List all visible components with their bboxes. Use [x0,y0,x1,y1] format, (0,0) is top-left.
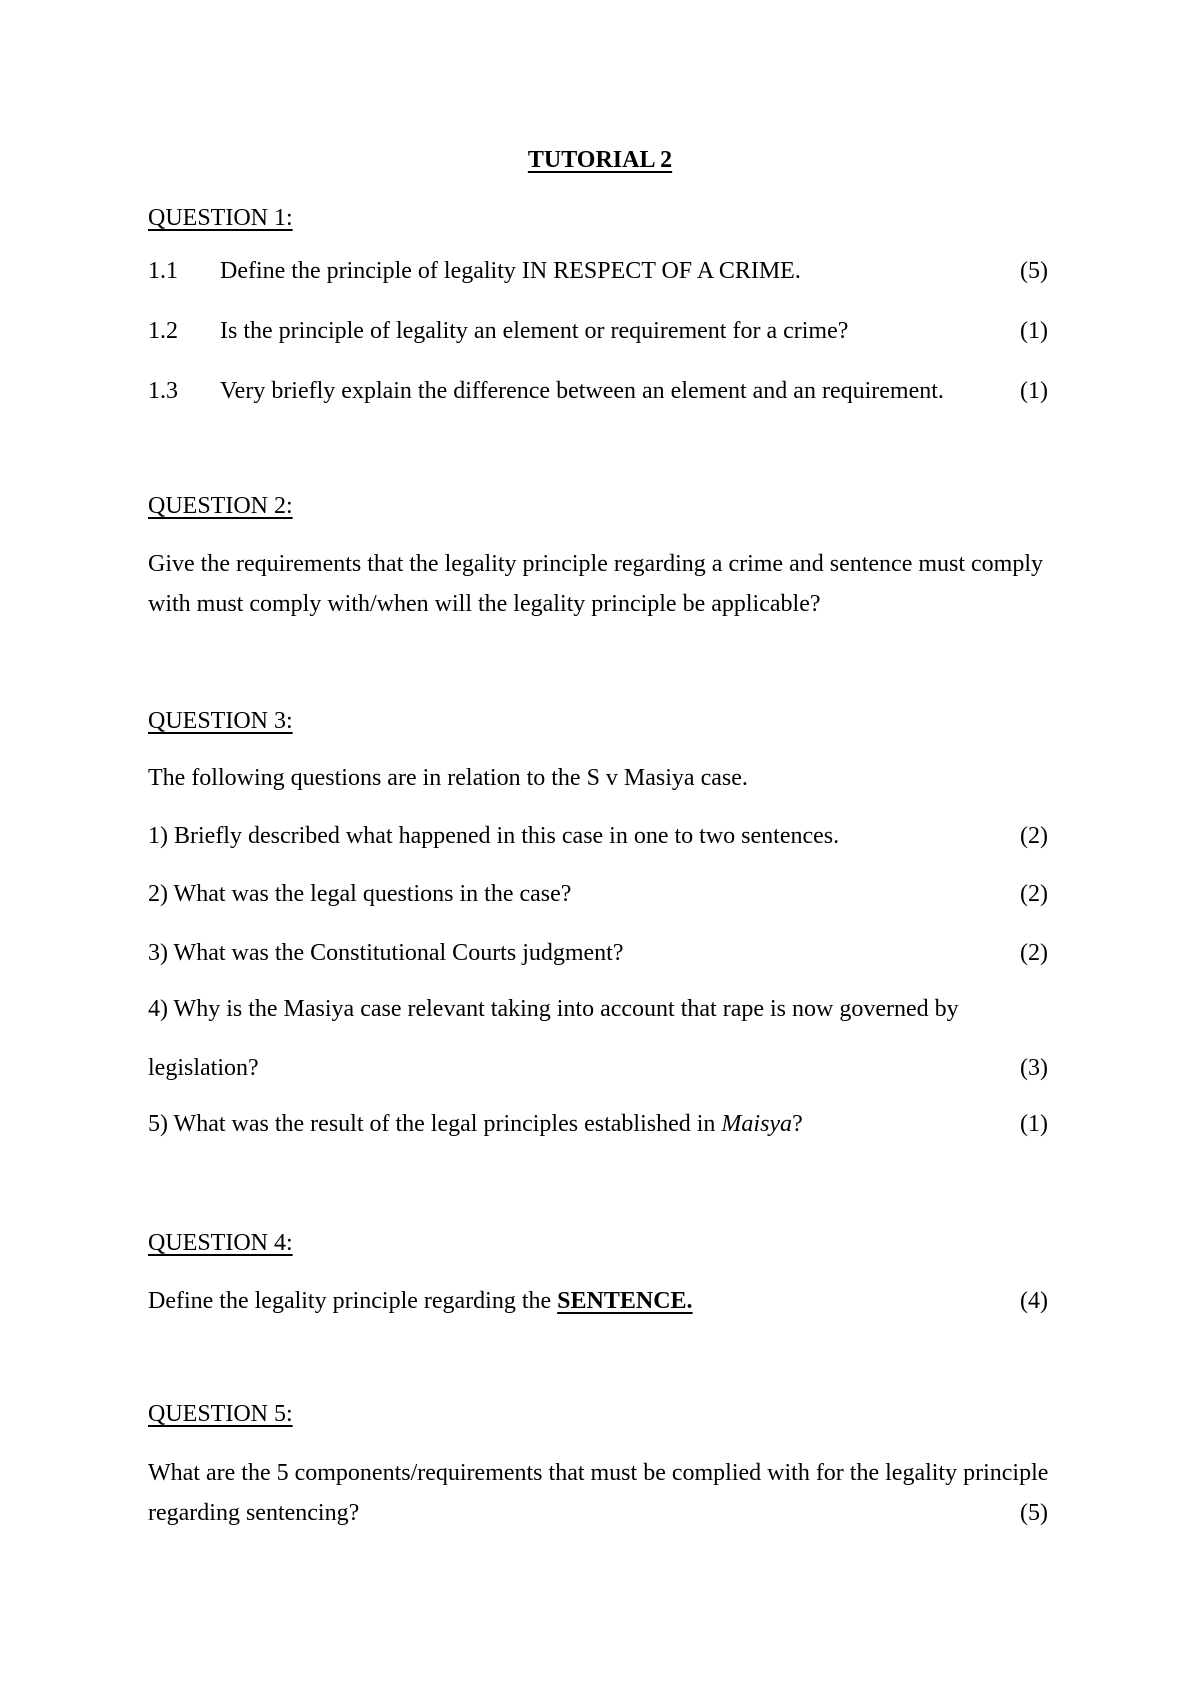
item-text: 3) What was the Constitutional Courts judgment? [148,940,624,966]
question-5-heading: QUESTION 5: [148,1401,293,1427]
item-text: 2) What was the legal questions in the case? [148,881,572,907]
question-3-heading: QUESTION 3: [148,708,293,734]
body-text: regarding sentencing? [148,1500,360,1526]
question-2-body-line-1: Give the requirements that the legality principle regarding a crime and sentence must comply [148,551,1044,577]
question-3-item-3 [148,933,1048,973]
question-3-item-1 [148,816,1048,856]
case-name-italic: Maisya [721,1111,793,1137]
marks-label: (4) [1020,1288,1048,1314]
item-number: 1.2 [148,318,178,344]
item-text-prefix: 5) What was the result of the legal principles established in [148,1111,722,1137]
question-3-item-2 [148,874,1048,914]
marks-label: (2) [1020,823,1048,849]
question-4-body [148,1281,1048,1321]
document-title [0,140,1200,180]
question-3-item-4-line-1: 4) Why is the Masiya case relevant taking into account that rape is now governed by [148,996,959,1022]
question-2-heading: QUESTION 2: [148,493,293,519]
marks-label: (5) [1020,1500,1048,1526]
question-1-item-2 [148,311,1048,351]
item-number: 1.1 [148,258,178,284]
marks-label: (1) [1020,378,1048,404]
marks-label: (1) [1020,318,1048,344]
body-text-prefix: Define the legality principle regarding the [148,1288,558,1314]
question-3-item-5 [148,1104,1048,1144]
question-4-heading: QUESTION 4: [148,1230,293,1256]
item-text: Very briefly explain the difference between an element and an requirement. [220,378,944,404]
marks-label: (1) [1020,1111,1048,1137]
question-1-item-1 [148,251,1048,291]
document-title-text: TUTORIAL 2 [527,147,673,173]
item-text: legislation? [148,1055,259,1081]
marks-label: (3) [1020,1055,1048,1081]
item-text: Define the principle of legality IN RESPECT OF A CRIME. [220,258,801,284]
item-number: 1.3 [148,378,178,404]
question-1-heading: QUESTION 1: [148,205,293,231]
question-5-body-line-2 [148,1493,1048,1533]
item-text: Is the principle of legality an element or requirement for a crime? [220,318,849,344]
sentence-emphasis: SENTENCE. [557,1288,693,1314]
marks-label: (2) [1020,881,1048,907]
question-2-body-line-2: with must comply with/when will the legality principle be applicable? [148,591,821,617]
question-3-intro: The following questions are in relation to the S v Masiya case. [148,765,748,791]
marks-label: (2) [1020,940,1048,966]
question-3-item-4-line-2 [148,1048,1048,1088]
item-text: 1) Briefly described what happened in this case in one to two sentences. [148,823,840,849]
question-1-item-3 [148,371,1048,411]
question-5-body-line-1: What are the 5 components/requirements that must be complied with for the legality principle [148,1460,1049,1486]
item-text-suffix: ? [792,1111,803,1137]
marks-label: (5) [1020,258,1048,284]
